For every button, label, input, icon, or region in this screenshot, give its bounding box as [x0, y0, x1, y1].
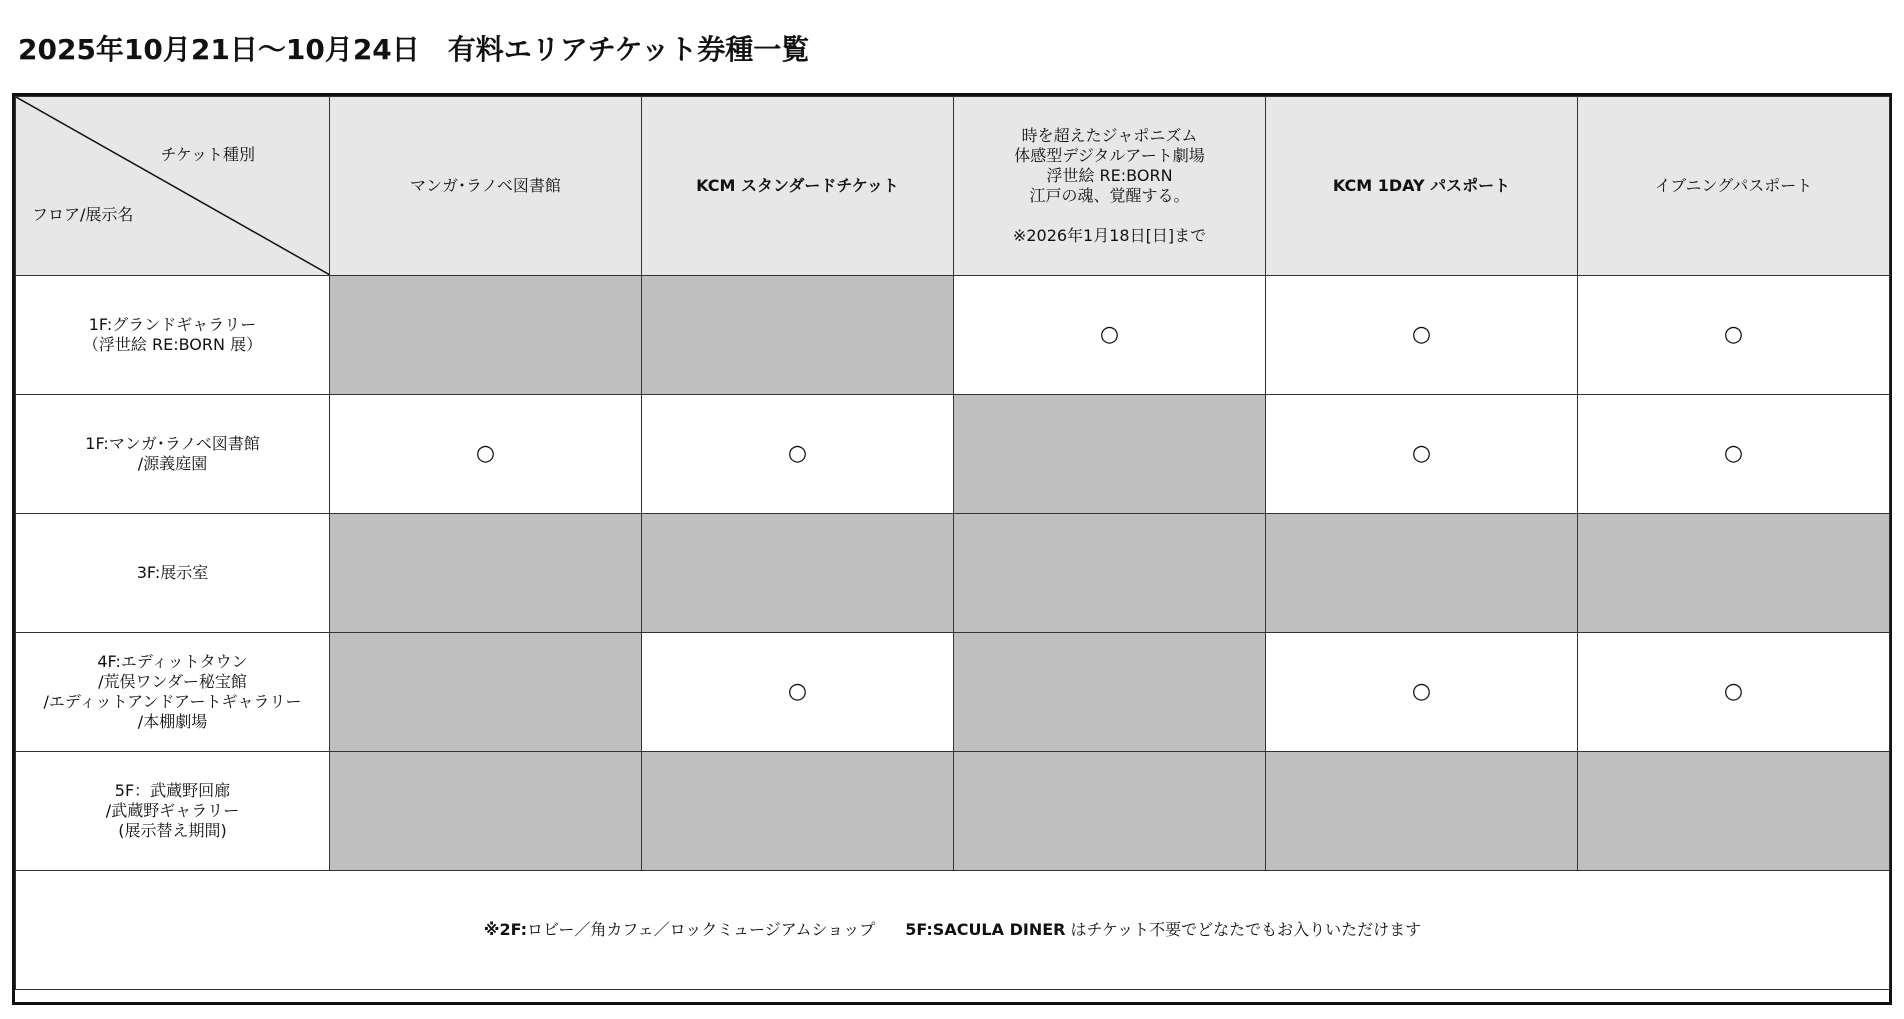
available-cell [1266, 276, 1578, 395]
floor-line: /本棚劇場 [137, 712, 208, 731]
column-header-line: 浮世絵 RE:BORN [1046, 166, 1173, 185]
table-row [16, 514, 1890, 633]
available-mark: ○ [1723, 441, 1744, 466]
unavailable-cell [330, 752, 642, 871]
footer-note-row [16, 871, 1890, 990]
unavailable-cell [954, 395, 1266, 514]
available-cell [954, 276, 1266, 395]
column-header-spacer [954, 206, 1265, 226]
column-header-line: KCM 1DAY パスポート [1332, 176, 1511, 195]
column-header-line: KCM スタンダードチケット [696, 176, 899, 195]
column-header-line: 江戸の魂、覚醒する。 [1029, 186, 1190, 205]
floor-line: /武蔵野ギャラリー [105, 801, 240, 820]
available-mark: ○ [787, 441, 808, 466]
column-header-evening-passport [1578, 97, 1890, 276]
footer-note-5f-label: 5F:SACULA DINER [905, 920, 1066, 939]
available-mark: ○ [1411, 322, 1432, 347]
column-header-standard-ticket [642, 97, 954, 276]
ticket-table [15, 96, 1890, 990]
floor-line: /荒俣ワンダー秘宝館 [98, 672, 247, 691]
table-row [16, 752, 1890, 871]
column-header-line: 時を超えたジャポニズム [1021, 126, 1198, 145]
unavailable-cell [954, 752, 1266, 871]
available-cell [1578, 395, 1890, 514]
available-mark: ○ [787, 679, 808, 704]
available-cell [642, 633, 954, 752]
floor-line: 5F：武蔵野回廊 [114, 781, 231, 800]
floor-line: 1F:マンガ･ラノベ図書館 [85, 434, 260, 453]
column-header-ukiyoe-reborn [954, 97, 1266, 276]
footer-note-2f-text: ロビー／角カフェ／ロックミュージアムショップ [527, 920, 876, 939]
ticket-table-frame [12, 93, 1892, 1005]
footer-note-cell [16, 871, 1890, 990]
column-header-end-date: ※2026年1月18日[日]まで [1012, 226, 1207, 245]
column-header-line: イブニングパスポート [1654, 176, 1813, 195]
unavailable-cell [1578, 514, 1890, 633]
floor-line: 1F:グランドギャラリー [88, 315, 257, 334]
floor-line: （浮世絵 RE:BORN 展） [82, 335, 263, 354]
diagonal-divider-line [16, 97, 330, 275]
unavailable-cell [954, 514, 1266, 633]
unavailable-cell [954, 633, 1266, 752]
table-row [16, 633, 1890, 752]
available-mark: ○ [1723, 679, 1744, 704]
column-header-line: マンガ･ラノベ図書館 [410, 176, 561, 195]
unavailable-cell [642, 276, 954, 395]
table-row [16, 395, 1890, 514]
available-mark: ○ [475, 441, 496, 466]
header-row [16, 97, 1890, 276]
column-header-manga-library [330, 97, 642, 276]
unavailable-cell [330, 276, 642, 395]
available-mark: ○ [1723, 322, 1744, 347]
unavailable-cell [1266, 752, 1578, 871]
unavailable-cell [330, 633, 642, 752]
available-mark: ○ [1099, 322, 1120, 347]
available-cell [1578, 276, 1890, 395]
unavailable-cell [642, 752, 954, 871]
floor-cell [16, 752, 330, 871]
unavailable-cell [1266, 514, 1578, 633]
column-header-line: 体感型デジタルアート劇場 [1014, 146, 1205, 165]
floor-cell [16, 395, 330, 514]
floor-line: 3F:展示室 [136, 563, 209, 582]
floor-cell [16, 633, 330, 752]
footer-note-5f-text: はチケット不要でどなたでもお入りいただけます [1065, 920, 1422, 939]
column-header-1day-passport [1266, 97, 1578, 276]
available-cell [1266, 395, 1578, 514]
floor-cell [16, 276, 330, 395]
available-cell [642, 395, 954, 514]
available-cell [1266, 633, 1578, 752]
available-mark: ○ [1411, 679, 1432, 704]
unavailable-cell [1578, 752, 1890, 871]
page-title: 2025年10月21日～10月24日 有料エリアチケット券種一覧 [18, 33, 810, 66]
footer-note-2f-label: ※2F: [483, 920, 528, 939]
table-row [16, 276, 1890, 395]
available-cell [330, 395, 642, 514]
available-mark: ○ [1411, 441, 1432, 466]
floor-cell [16, 514, 330, 633]
corner-header-cell [16, 97, 330, 276]
floor-line: /エディットアンドアートギャラリー [43, 692, 302, 711]
available-cell [1578, 633, 1890, 752]
floor-line: /源義庭園 [137, 454, 208, 473]
floor-exhibit-label: フロア/展示名 [32, 205, 134, 224]
unavailable-cell [330, 514, 642, 633]
ticket-type-label: チケット種別 [160, 145, 255, 164]
unavailable-cell [642, 514, 954, 633]
floor-line: (展示替え期間) [118, 821, 227, 840]
floor-line: 4F:エディットタウン [97, 652, 248, 671]
